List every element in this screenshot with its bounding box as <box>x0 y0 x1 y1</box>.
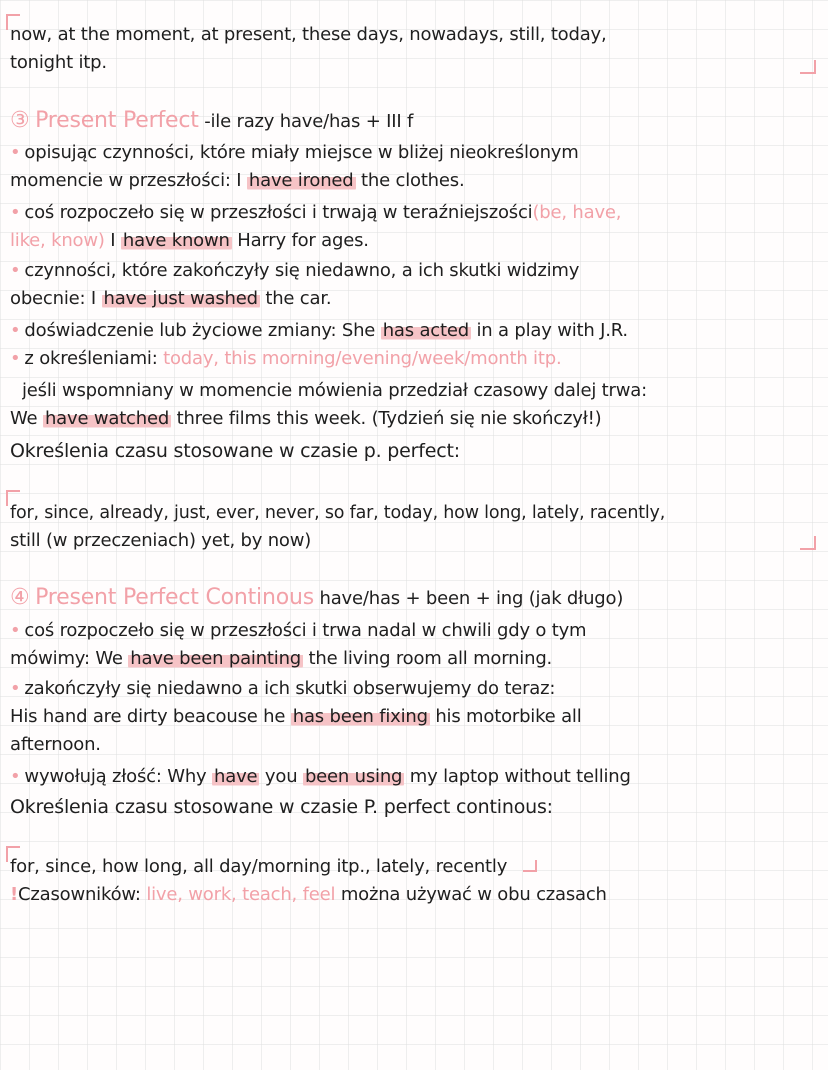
s4-b1-highlight: have been painting <box>130 648 302 669</box>
s3-b4-highlight: has acted <box>382 320 469 341</box>
verbs-note <box>10 882 826 908</box>
s3-b3-text-b: the car. <box>259 288 332 309</box>
section-4-formula: have/has + been + ing (jak długo) <box>319 588 624 609</box>
s3-b1-text-a: momencie w przeszłości: I <box>10 170 247 191</box>
s3-b1-highlight: have ironed <box>248 170 354 191</box>
bullet-dot-icon: • <box>10 202 21 223</box>
section-4-title: Present Perfect Continous <box>35 585 314 610</box>
bullet-dot-icon: • <box>10 678 21 699</box>
bullet-dot-icon: • <box>10 320 21 341</box>
s4-bullet-1-line-1 <box>10 618 826 644</box>
s4-b2-text: zakończyły się niedawno a ich skutki obserwujemy do teraz: <box>24 678 556 699</box>
s3-b5-text: z określeniami: <box>24 348 164 369</box>
s3-bullet-3-line-1 <box>10 258 826 284</box>
s4-b1-text: coś rozpoczeło się w przeszłości i trwa nadal w chwili gdy o tym <box>24 620 587 641</box>
s3-b2-text: coś rozpoczeło się w przeszłości i trwają w teraźniejszości <box>24 202 533 223</box>
s4-b3-text-b: my laptop without telling <box>404 766 631 787</box>
s3-b1-text: opisując czynności, które miały miejsce w bliżej nieokreślonym <box>24 142 579 163</box>
s4-bullet-2-line-1 <box>10 676 826 702</box>
s3-note-line-2 <box>10 406 826 432</box>
s4-b3-highlight-1: have <box>214 766 258 787</box>
bullet-dot-icon: • <box>10 260 21 281</box>
s3-b4-text-a: doświadczenie lub życiowe zmiany: She <box>24 320 381 341</box>
s3-bullet-1-line-2 <box>10 168 826 194</box>
s3-b3-highlight: have just washed <box>103 288 258 309</box>
s3-expressions-heading: Określenia czasu stosowane w czasie p. perfect: <box>10 440 460 462</box>
time-expressions-line-2: tonight itp. <box>10 52 107 73</box>
section-4-number: ④ <box>10 585 30 610</box>
s3-note-text-b: three films this week. (Tydzień się nie skończył!) <box>171 408 602 429</box>
pp-expressions-line-1: for, since, already, just, ever, never, so far, today, how long, lately, racently, <box>10 503 666 523</box>
s3-note-line-1: jeśli wspomniany w momencie mówienia przedział czasowy dalej trwa: <box>22 380 647 401</box>
box-corner-bottom-right <box>800 536 816 550</box>
verbs-note-pink-verbs: live, work, teach, feel <box>146 884 336 905</box>
s3-b3-text-a: obecnie: I <box>10 288 102 309</box>
box-corner-bottom-right <box>800 60 816 74</box>
verbs-note-text-a: Czasowników: <box>18 884 147 905</box>
s4-expressions-heading: Określenia czasu stosowane w czasie P. perfect continous: <box>10 796 553 818</box>
s4-b2-highlight: has been fixing <box>292 706 428 727</box>
time-expressions-line-1: now, at the moment, at present, these days, nowadays, still, today, <box>10 24 607 45</box>
s4-b2-text-a: His hand are dirty beacouse he <box>10 706 291 727</box>
pp-expressions-line-2: still (w przeczeniach) yet, by now) <box>10 530 312 551</box>
bullet-dot-icon: • <box>10 142 21 163</box>
s3-b2-text-b: Harry for ages. <box>231 230 369 251</box>
box-corner-bottom-right <box>523 860 537 872</box>
ppc-expressions-line-1 <box>10 854 826 880</box>
s4-bullet-2-line-3: afternoon. <box>10 734 101 755</box>
s4-b1-text-b: the living room all morning. <box>303 648 553 669</box>
s3-b5-pink-expressions: today, this morning/evening/week/month itp. <box>163 348 562 369</box>
s3-note-text-a: We <box>10 408 43 429</box>
s3-bullet-5 <box>10 346 826 372</box>
bullet-dot-icon: • <box>10 348 21 369</box>
s4-b2-text-b: his motorbike all <box>429 706 582 727</box>
s3-bullet-1-line-1 <box>10 140 826 166</box>
section-3-heading <box>10 108 826 135</box>
exclamation-icon: ! <box>10 884 19 905</box>
s4-b1-text-a: mówimy: We <box>10 648 129 669</box>
s3-b4-text-b: in a play with J.R. <box>470 320 628 341</box>
s3-note-highlight: have watched <box>44 408 170 429</box>
s3-b2-pink-verbs-2: like, know) <box>10 230 105 251</box>
section-3-formula: -ile razy have/has + III f <box>204 111 414 132</box>
s3-b2-highlight: have known <box>122 230 230 251</box>
s4-bullet-2-line-2 <box>10 704 826 730</box>
section-3-title: Present Perfect <box>35 108 199 133</box>
bullet-dot-icon: • <box>10 766 21 787</box>
s3-bullet-4 <box>10 318 826 344</box>
section-4-heading <box>10 585 826 612</box>
s3-b2-text-a: I <box>104 230 121 251</box>
s3-b3-text: czynności, które zakończyły się niedawno, a ich skutki widzimy <box>24 260 580 281</box>
s3-b2-pink-verbs: (be, have, <box>532 202 622 223</box>
s3-bullet-2-line-1 <box>10 200 826 226</box>
s3-bullet-2-line-2 <box>10 228 826 254</box>
s4-b3-highlight-2: been using <box>304 766 403 787</box>
s3-b1-text-b: the clothes. <box>355 170 465 191</box>
ppc-expressions-text: for, since, how long, all day/morning itp., lately, recently <box>10 856 508 877</box>
s4-b3-text-a: wywołują złość: Why <box>24 766 213 787</box>
s4-bullet-3 <box>10 764 826 790</box>
s4-b3-text-mid: you <box>259 766 303 787</box>
section-3-number: ③ <box>10 108 30 133</box>
verbs-note-text-b: można używać w obu czasach <box>335 884 607 905</box>
s4-bullet-1-line-2 <box>10 646 826 672</box>
s3-bullet-3-line-2 <box>10 286 826 312</box>
bullet-dot-icon: • <box>10 620 21 641</box>
